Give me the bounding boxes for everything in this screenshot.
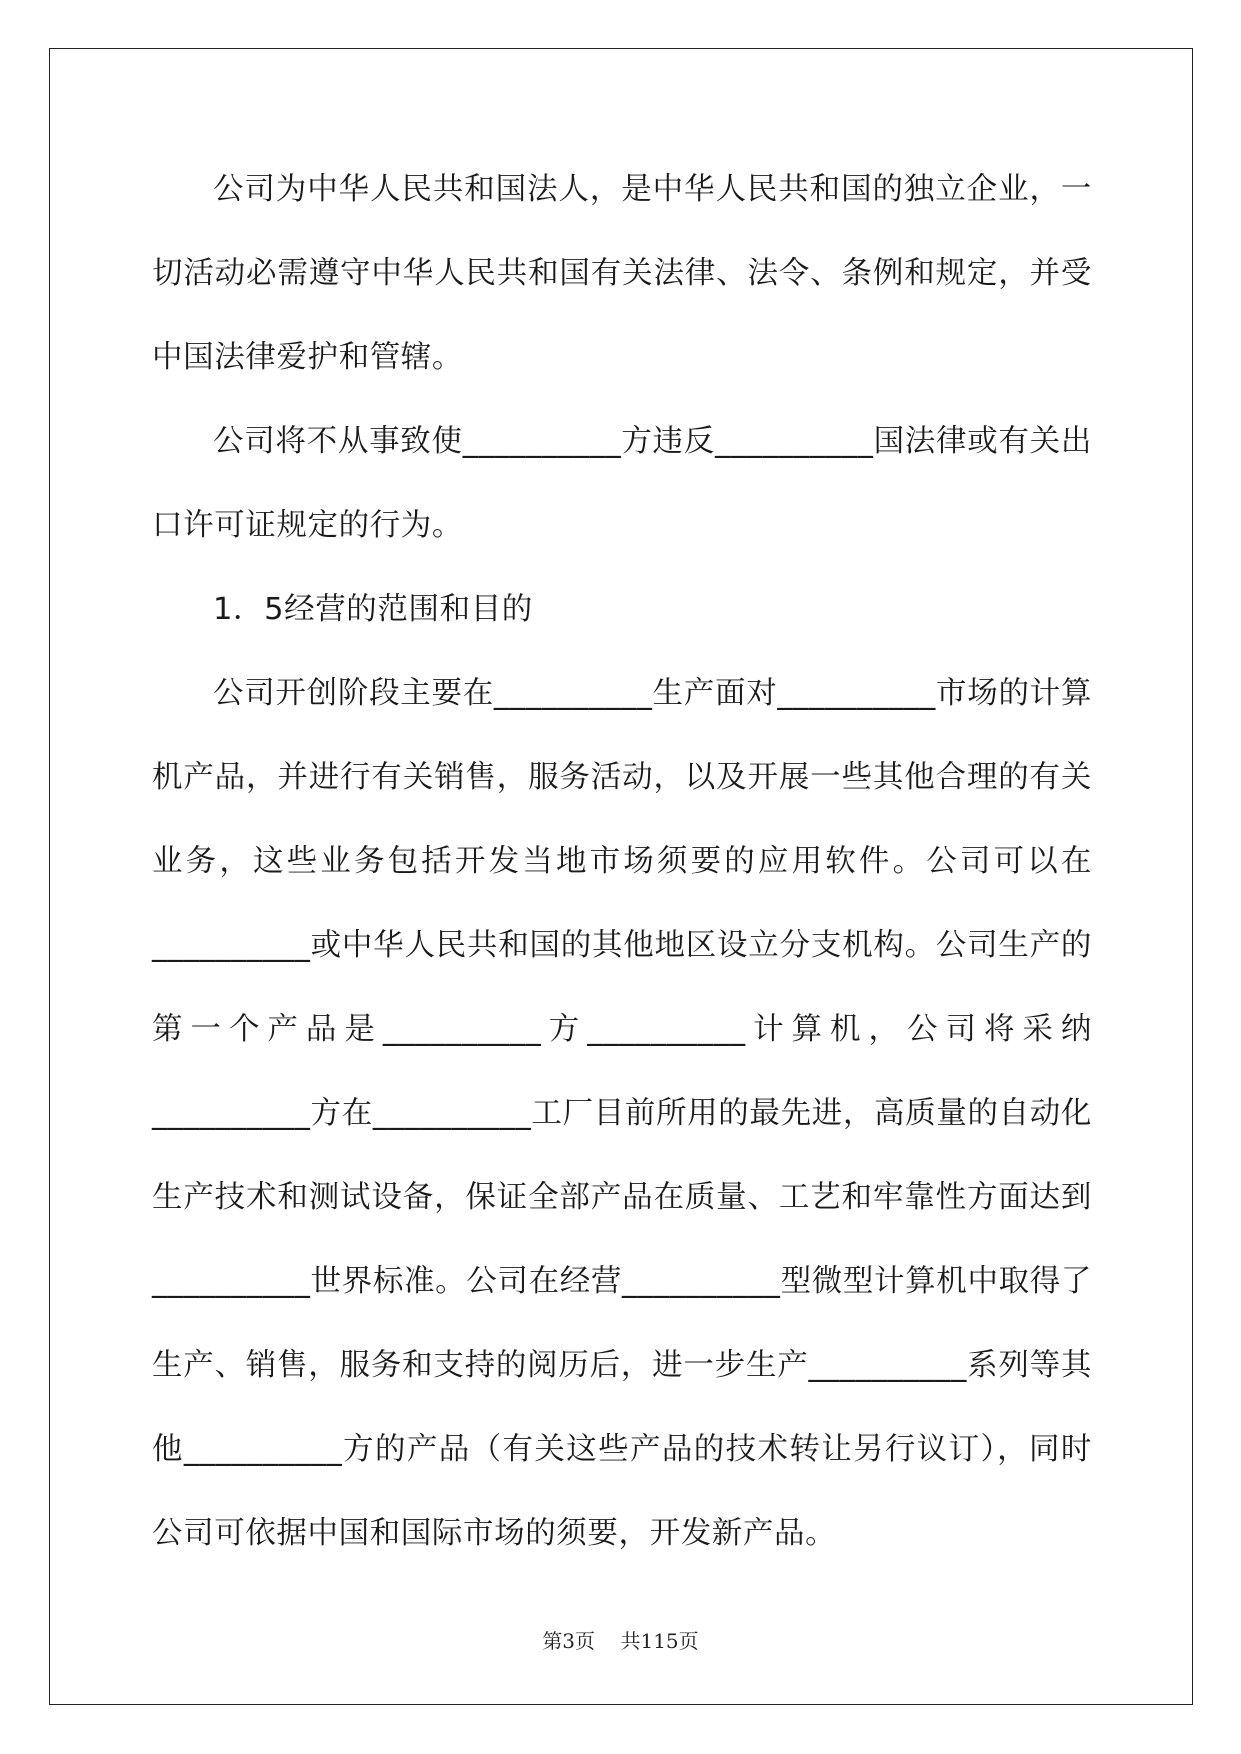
paragraph-business-scope: 公司开创阶段主要在__________生产面对__________市场的计算机产品，并进行有关销售，服务活动，以及开展一些其他合理的有关业务，这些业务包括开发当地市场须要的应用软件。公司可以在__________或中华人民共和国的其他地区设立分支机构。公司生产的第一个产品是__________方__________计算机，公司将采纳__________方在__________工厂目前所用的最先进，高质量的自动化生产技术和测试设备，保证全部产品在质量、工艺和牢靠性方面达到__________世界标准。公司在经营__________型微型计算机中取得了生产、销售，服务和支持的阅历后，进一步生产__________系列等其他__________方的产品（有关这些产品的技术转让另行议订），同时公司可依据中国和国际市场的须要，开发新产品。 bbox=[152, 676, 1092, 1551]
total-pages: 共115页 bbox=[620, 1629, 699, 1653]
section-heading-scope: 1．5经营的范围和目的 bbox=[213, 592, 533, 627]
document-body bbox=[152, 148, 1092, 1576]
page-number: 第3页 bbox=[542, 1629, 596, 1653]
paragraph-legal-status: 公司为中华人民共和国法人，是中华人民共和国的独立企业，一切活动必需遵守中华人民共和国有关法律、法令、条例和规定，并受中国法律爱护和管辖。 bbox=[152, 172, 1092, 375]
page-footer bbox=[0, 1625, 1241, 1654]
paragraph-export-compliance: 公司将不从事致使__________方违反__________国法律或有关出口许可证规定的行为。 bbox=[152, 424, 1092, 543]
